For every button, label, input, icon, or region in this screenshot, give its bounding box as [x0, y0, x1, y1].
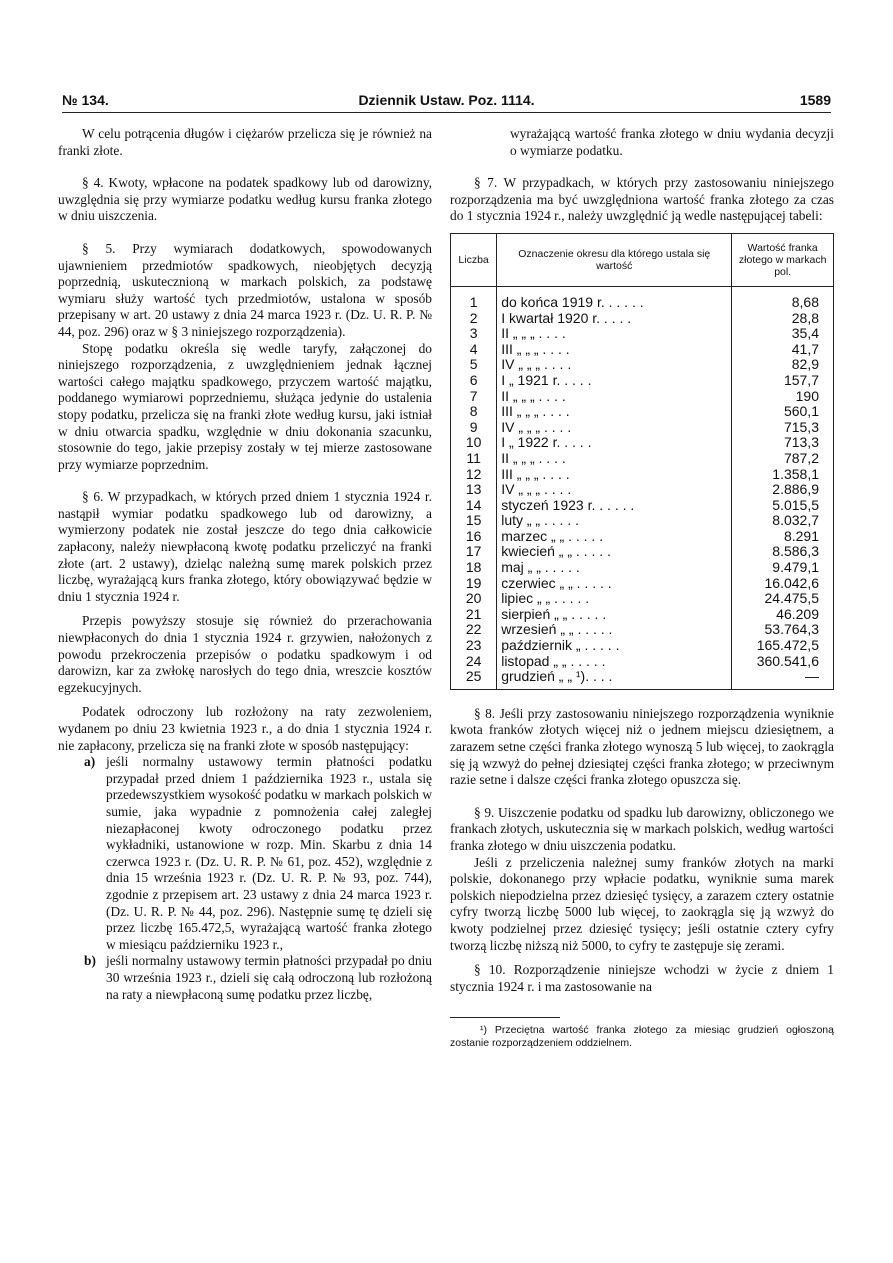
table-row: [451, 576, 834, 592]
table-cell-no: 4: [451, 342, 497, 358]
table-row: [451, 591, 834, 607]
table-cell-period: IV „ „ „ . . . .: [497, 357, 732, 373]
table-cell-no: 17: [451, 544, 497, 560]
left-column: [58, 126, 432, 1003]
paragraph: W celu potrącenia długów i ciężarów przelicza się je również na franki złote.: [58, 126, 432, 158]
table-cell-value: 8,68: [732, 286, 834, 310]
list-item-text: jeśli normalny ustawowy termin płatności podatku przypadał przed dniem 1 października 1923 r., ustala się przedewszystkiem wysokość podatku w markach polskich w sumie, jaka wypadnie z pomnożenia całej zaległej niezapłaconej kwoty odroczonego podatku przez wykładniki, ustanowione w rozp. Min. Skarbu z dnia 14 czerwca 1923 r. (Dz. U. R. P. № 61, poz. 452), względnie z dnia 15 września 1923 r. (Dz. U. R. P. № 93, poz. 744), zgodnie z przepisem art. 23 ustawy z dnia 24 marca 1923 r. (Dz. U. R. P. № 44, poz. 296). Następnie sumę tę dzieli się przez liczbę 165.472,5, wyrażającą wartość franka złotego w miesiącu październiku 1923 r.,: [106, 754, 432, 952]
table-row: [451, 482, 834, 498]
table-cell-value: 24.475,5: [732, 591, 834, 607]
paragraph: Jeśli z przeliczenia należnej sumy franków złotych na marki polskie, dokonanego przy wpłacie podatku, wyniknie suma marek polskich niepodzielna przez dziesięć tysięcy, a zarazem cztery ostatnie cyfry tworzą liczbę 5000 lub więcej, to zaokrągla się ją wzwyż do kwoty podzielnej przez dziesięć tysięcy; jeśli ostatnie cztery cyfry tworzą liczbę niższą niż 5000, to cyfry te zastępuje się zerami.: [450, 854, 834, 953]
table-cell-value: 157,7: [732, 373, 834, 389]
table-cell-no: 25: [451, 669, 497, 689]
table-cell-no: 5: [451, 357, 497, 373]
table-cell-no: 3: [451, 326, 497, 342]
table-row: [451, 342, 834, 358]
table-cell-period: marzec „ „ . . . . .: [497, 529, 732, 545]
table-cell-no: 8: [451, 404, 497, 420]
table-cell-value: —: [732, 669, 834, 689]
table-cell-period: luty „ „ . . . . .: [497, 513, 732, 529]
table-cell-period: lipiec „ „ . . . . .: [497, 591, 732, 607]
table-header: Wartość franka złotego w markach pol.: [732, 233, 834, 286]
paragraph-section-4: § 4. Kwoty, wpłacone na podatek spadkowy lub od darowizny, uwzględnia się przy wymiarze podatku według kursu franka złotego w dniu uiszczenia.: [58, 175, 432, 224]
table-cell-no: 22: [451, 622, 497, 638]
table-cell-value: 165.472,5: [732, 638, 834, 654]
list-marker: b): [84, 953, 96, 969]
list-item-a: [58, 754, 432, 953]
list-item-b: [58, 953, 432, 1003]
table-row: [451, 529, 834, 545]
table-cell-value: 1.358,1: [732, 467, 834, 483]
table-row: [451, 451, 834, 467]
franc-value-table: [450, 233, 834, 690]
table-cell-no: 20: [451, 591, 497, 607]
table-row: [451, 389, 834, 405]
table-row: [451, 373, 834, 389]
table-cell-no: 6: [451, 373, 497, 389]
paragraph: Przepis powyższy stosuje się również do przerachowania niewpłaconych do dnia 1 stycznia 1924 r. grzywien, nałożonych z powodu przekroczenia przepisów o podatku spadkowym i od darowizn, kar za zwłokę narosłych do tego dnia, wreszcie kosztów egzekucyjnych.: [58, 613, 432, 695]
table-cell-value: 16.042,6: [732, 576, 834, 592]
table-header: Oznaczenie okresu dla którego ustala się wartość: [497, 233, 732, 286]
table-cell-period: kwiecień „ „ . . . . .: [497, 544, 732, 560]
table-cell-period: III „ „ „ . . . .: [497, 404, 732, 420]
table-row: [451, 654, 834, 670]
table-row: [451, 498, 834, 514]
table-cell-no: 9: [451, 420, 497, 436]
table-cell-no: 1: [451, 286, 497, 310]
table-cell-value: 360.541,6: [732, 654, 834, 670]
paragraph-section-5: § 5. Przy wymiarach dodatkowych, spowodowanych ujawnieniem przedmiotów spadkowych, nieobjętych decyzją poprzednią, uskutecznioną w markach polskich, za podstawę wymiaru służy wartość tych przedmiotów, ustalona w sposób przepisany w art. 20 ustawy z dnia 24 marca 1923 r. (Dz. U. R. P. № 44, poz. 296) oraz w § 3 niniejszego rozporządzenia).: [58, 240, 432, 339]
table-cell-no: 7: [451, 389, 497, 405]
page-number: 1589: [799, 92, 831, 108]
table-cell-period: I „ 1922 r. . . . .: [497, 435, 732, 451]
table-row: [451, 357, 834, 373]
table-cell-no: 15: [451, 513, 497, 529]
table-row: [451, 622, 834, 638]
table-cell-value: 2.886,9: [732, 482, 834, 498]
table-cell-period: I „ 1921 r. . . . .: [497, 373, 732, 389]
table-row: [451, 420, 834, 436]
table-cell-no: 19: [451, 576, 497, 592]
paragraph-section-6: § 6. W przypadkach, w których przed dniem 1 stycznia 1924 r. nastąpił wymiar podatku spadkowego lub od darowizny, a wymierzony podatek nie został jeszcze do tego dnia całkowicie zapłacony, należy niewpłaconą kwotę podatku przeliczyć na franki złote (art. 2 ustawy), dzieląc należną sumę marek polskich przez liczbę, wyrażającą kurs franka złotego, który obowiązywać będzie w dniu 1 stycznia 1924 r.: [58, 489, 432, 604]
table-header: Liczba: [451, 233, 497, 286]
table-cell-no: 18: [451, 560, 497, 576]
table-cell-value: 715,3: [732, 420, 834, 436]
table-cell-value: 53.764,3: [732, 622, 834, 638]
table-cell-no: 10: [451, 435, 497, 451]
table-cell-value: 28,8: [732, 311, 834, 327]
table-cell-no: 23: [451, 638, 497, 654]
table-cell-value: 8.586,3: [732, 544, 834, 560]
table-cell-no: 24: [451, 654, 497, 670]
table-cell-period: II „ „ „ . . . .: [497, 326, 732, 342]
table-cell-period: październik „ . . . . .: [497, 638, 732, 654]
table-cell-value: 8.291: [732, 529, 834, 545]
paragraph-section-7: § 7. W przypadkach, w których przy zastosowaniu niniejszego rozporządzenia ma być uwzględniona wartość franka złotego za czas do 1 stycznia 1924 r., należy uwzględnić ją wedle następującej tabeli:: [450, 175, 834, 224]
table-row: [451, 607, 834, 623]
table-cell-value: 9.479,1: [732, 560, 834, 576]
table-cell-value: 46.209: [732, 607, 834, 623]
table-cell-period: maj „ „ . . . . .: [497, 560, 732, 576]
paragraph-section-10: § 10. Rozporządzenie niniejsze wchodzi w życie z dniem 1 stycznia 1924 r. i ma zastosowanie na: [450, 962, 834, 994]
footnote: ¹) Przeciętna wartość franka złotego za miesiąc grudzień ogłoszoną zostanie rozporządzeniem oddzielnem.: [450, 1024, 834, 1050]
table-row: [451, 544, 834, 560]
table-cell-no: 14: [451, 498, 497, 514]
table-cell-period: II „ „ „ . . . .: [497, 389, 732, 405]
paragraph: Podatek odroczony lub rozłożony na raty zezwoleniem, wydanem po dniu 23 kwietnia 1923 r., a do dnia 1 stycznia 1924 r. nie zapłacony, przelicza się na franki złote w sposób następujący:: [58, 704, 432, 753]
footnote-divider: [450, 1017, 560, 1018]
paragraph: Stopę podatku określa się wedle taryfy, załączonej do niniejszego rozporządzenia, z uwzględnieniem jednak łącznej wartości całego majątku spadkowego, przyczem wartość majątku, poddanego wymiarowi poprzedniemu, służąca jedynie do ustalenia stopy podatku, przelicza się na franki złote według kursu, jaki istniał w dniu otwarcia spadku, względnie w dniu dokonania szacunku, stosownie do tego, jakie przepisy zostały w tej mierze zastosowane przy wymiarze poprzednim.: [58, 340, 432, 472]
table-cell-value: 5.015,5: [732, 498, 834, 514]
table-cell-period: I kwartał 1920 r. . . . .: [497, 311, 732, 327]
table-cell-period: III „ „ „ . . . .: [497, 467, 732, 483]
table-row: [451, 560, 834, 576]
table-cell-period: II „ „ „ . . . .: [497, 451, 732, 467]
table-cell-period: listopad „ „ . . . . .: [497, 654, 732, 670]
right-column: [450, 126, 834, 1050]
table-body: [451, 286, 834, 689]
table-row: [451, 435, 834, 451]
table-cell-no: 16: [451, 529, 497, 545]
table-cell-value: 35,4: [732, 326, 834, 342]
table-cell-value: 560,1: [732, 404, 834, 420]
table-row: [451, 404, 834, 420]
list-marker: a): [84, 754, 96, 770]
table-row: [451, 286, 834, 310]
table-cell-value: 82,9: [732, 357, 834, 373]
table-cell-period: IV „ „ „ . . . .: [497, 420, 732, 436]
table-cell-value: 41,7: [732, 342, 834, 358]
table-cell-period: styczeń 1923 r. . . . . .: [497, 498, 732, 514]
table-cell-no: 21: [451, 607, 497, 623]
journal-title: Dziennik Ustaw. Poz. 1114.: [358, 92, 535, 108]
table-cell-value: 190: [732, 389, 834, 405]
table-row: [451, 326, 834, 342]
table-cell-period: wrzesień „ „ . . . . .: [497, 622, 732, 638]
table-cell-period: czerwiec „ „ . . . . .: [497, 576, 732, 592]
table-row: [451, 638, 834, 654]
table-cell-value: 713,3: [732, 435, 834, 451]
paragraph-section-9: § 9. Uiszczenie podatku od spadku lub darowizny, obliczonego we frankach złotych, uskutecznia się w markach polskich, według wartości franka złotego w dniu uiszczenia podatku.: [450, 804, 834, 853]
table-cell-value: 8.032,7: [732, 513, 834, 529]
table-cell-period: sierpień „ „ . . . . .: [497, 607, 732, 623]
table-cell-no: 2: [451, 311, 497, 327]
table-cell-no: 13: [451, 482, 497, 498]
list-item-text: jeśli normalny ustawowy termin płatności przypadał po dniu 30 września 1923 r., dzieli się całą odroczoną lub rozłożoną na raty a niewpłaconą sumę podatku przez liczbę,: [106, 953, 432, 1002]
table-row: [451, 669, 834, 689]
table-cell-period: III „ „ „ . . . .: [497, 342, 732, 358]
table-cell-value: 787,2: [732, 451, 834, 467]
paragraph: wyrażającą wartość franka złotego w dniu wydania decyzji o wymiarze podatku.: [510, 126, 834, 158]
table-cell-no: 12: [451, 467, 497, 483]
page-header: [62, 90, 831, 113]
table-cell-period: do końca 1919 r. . . . . .: [497, 286, 732, 310]
table-row: [451, 467, 834, 483]
table-cell-no: 11: [451, 451, 497, 467]
table-cell-period: IV „ „ „ . . . .: [497, 482, 732, 498]
issue-number: № 134.: [62, 92, 109, 108]
table-row: [451, 513, 834, 529]
paragraph-section-8: § 8. Jeśli przy zastosowaniu niniejszego rozporządzenia wyniknie kwota franków złotych więcej niż o jednem miejscu dziesiętnem, a zarazem setne części franka złotego wynoszą 5 lub więcej, to zaokrągla się ją wzwyż do pełnej dziesiątej części franka złotego; w przeciwnym razie setne i dalsze części franka złotego opuszcza się.: [450, 705, 834, 788]
table-cell-period: grudzień „ „ ¹). . . .: [497, 669, 732, 689]
table-row: [451, 311, 834, 327]
